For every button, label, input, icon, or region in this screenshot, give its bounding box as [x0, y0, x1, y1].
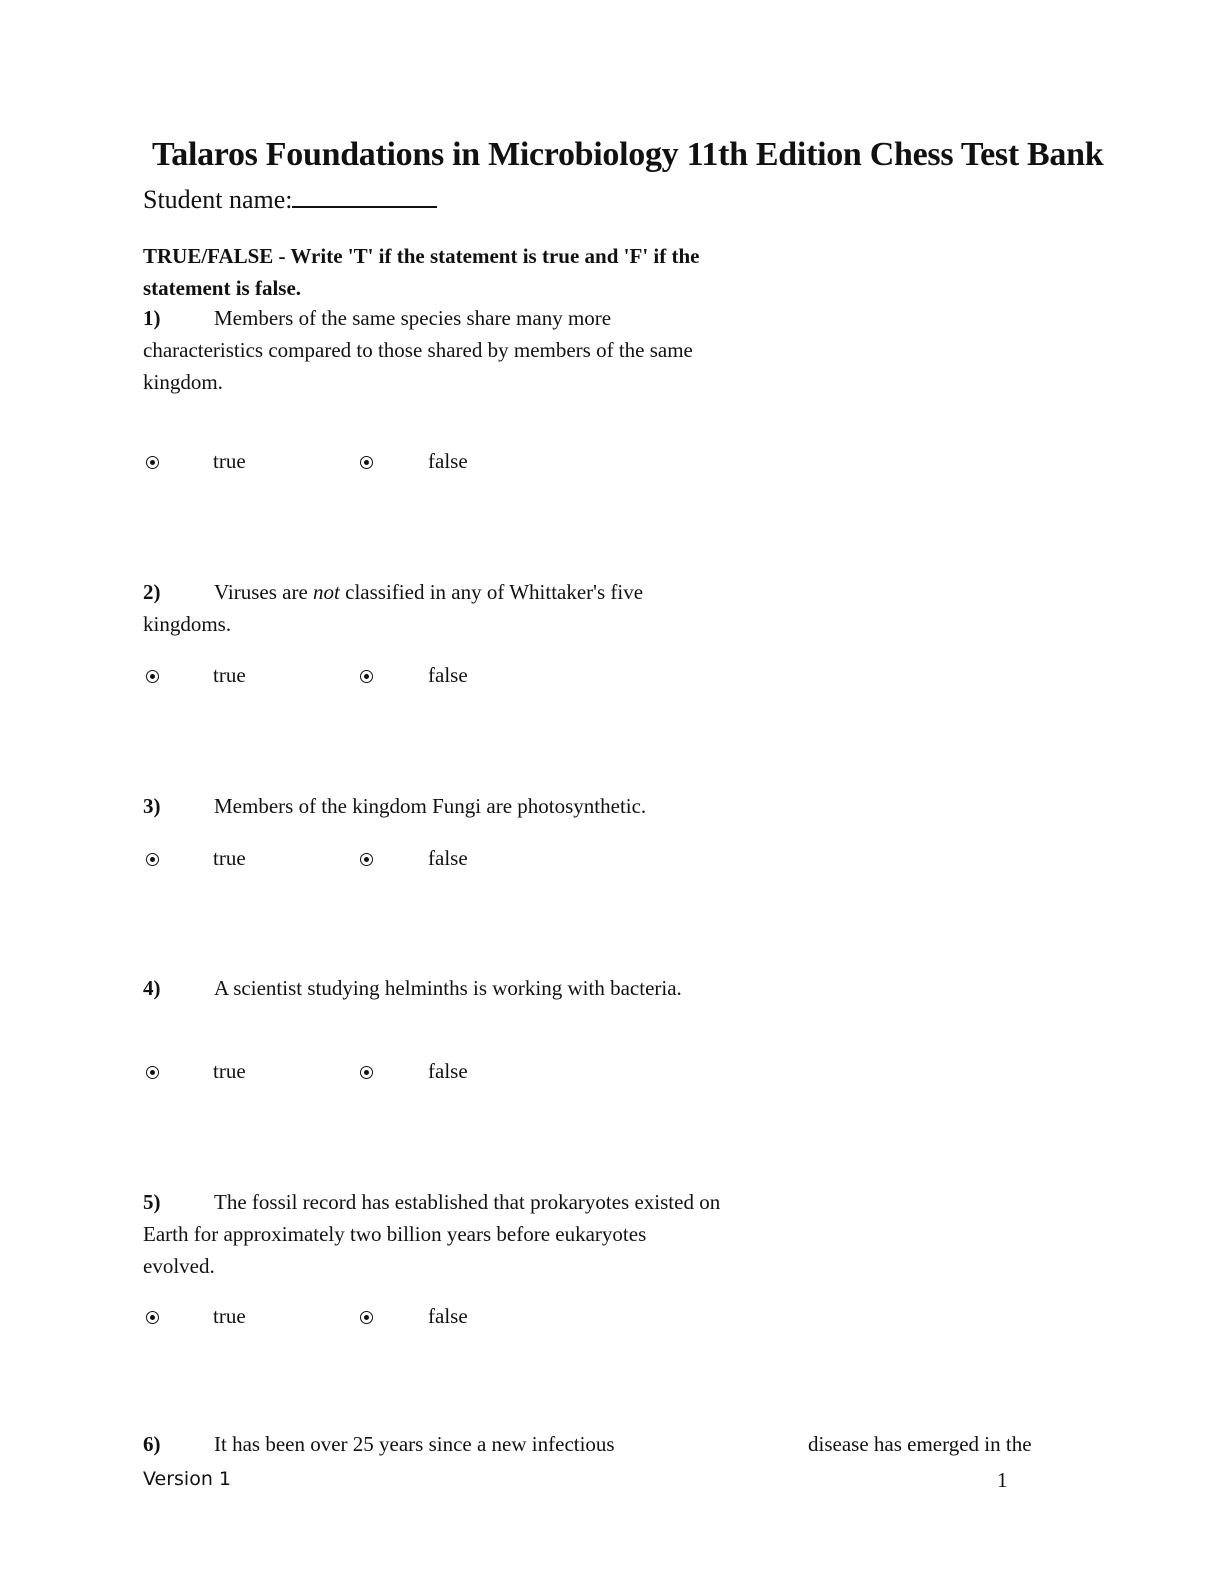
question-2 — [143, 576, 723, 640]
question-5-options — [143, 1302, 543, 1332]
false-option-label[interactable]: false — [428, 846, 468, 870]
student-name-label: Student name: — [143, 185, 293, 214]
question-number: 6) — [143, 1432, 161, 1456]
true-option-label[interactable]: true — [213, 1059, 246, 1083]
question-2-options — [143, 661, 543, 691]
question-1 — [143, 302, 723, 398]
question-text: A scientist studying helminths is working with bacteria. — [214, 976, 682, 1000]
false-radio-button[interactable] — [360, 670, 373, 683]
true-radio-button[interactable] — [146, 670, 159, 683]
true-option-label[interactable]: true — [213, 663, 246, 687]
question-3-options — [143, 844, 543, 874]
version-label: Version 1 — [143, 1468, 231, 1490]
false-option-label[interactable]: false — [428, 663, 468, 687]
question-6 — [143, 1432, 615, 1457]
question-text: The fossil record has established that prokaryotes existed on Earth for approximately two billion years before eukaryotes evolved. — [143, 1190, 721, 1278]
true-option-label[interactable]: true — [213, 846, 246, 870]
question-text-start: It has been over 25 years since a new infectious — [214, 1432, 615, 1456]
student-name-line — [143, 184, 437, 215]
question-number: 4) — [143, 976, 161, 1000]
page-number: 1 — [997, 1468, 1008, 1492]
false-option-label[interactable]: false — [428, 1304, 468, 1328]
question-4 — [143, 972, 683, 1004]
question-text: Members of the kingdom Fungi are photosynthetic. — [214, 794, 647, 818]
document-title: Talaros Foundations in Microbiology 11th Edition Chess Test Bank — [152, 136, 1104, 173]
false-radio-button[interactable] — [360, 1066, 373, 1079]
question-3 — [143, 790, 783, 822]
false-radio-button[interactable] — [360, 1311, 373, 1324]
question-text-end: classified in any of Whittaker's five kingdoms. — [143, 580, 644, 636]
question-text-emphasis: not — [313, 580, 340, 604]
question-number: 2) — [143, 580, 161, 604]
question-number: 5) — [143, 1190, 161, 1214]
question-number: 1) — [143, 306, 161, 330]
question-text-start: Viruses are — [214, 580, 314, 604]
question-4-options — [143, 1057, 543, 1087]
student-name-blank[interactable] — [292, 184, 437, 208]
true-radio-button[interactable] — [146, 1066, 159, 1079]
true-radio-button[interactable] — [146, 456, 159, 469]
false-option-label[interactable]: false — [428, 449, 468, 473]
false-radio-button[interactable] — [360, 853, 373, 866]
instructions: TRUE/FALSE - Write 'T' if the statement is true and 'F' if the statement is false. — [143, 244, 700, 300]
false-radio-button[interactable] — [360, 456, 373, 469]
question-number: 3) — [143, 794, 161, 818]
true-radio-button[interactable] — [146, 1311, 159, 1324]
question-1-options — [143, 447, 543, 477]
false-option-label[interactable]: false — [428, 1059, 468, 1083]
true-radio-button[interactable] — [146, 853, 159, 866]
question-5 — [143, 1186, 723, 1282]
true-option-label[interactable]: true — [213, 449, 246, 473]
true-option-label[interactable]: true — [213, 1304, 246, 1328]
question-text: Members of the same species share many more characteristics compared to those shared by members of the same kingdom. — [143, 306, 693, 394]
question-6-continuation: disease has emerged in the — [808, 1432, 1032, 1456]
